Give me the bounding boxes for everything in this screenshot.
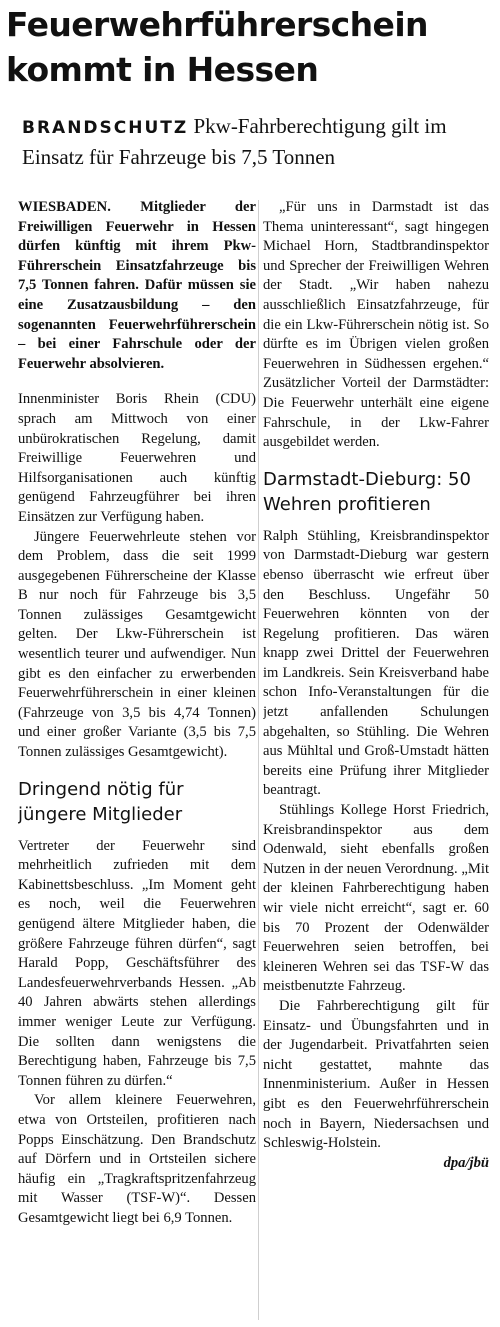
section-heading-1: Dringend nötig für jüngere Mitglieder <box>18 778 184 825</box>
headline-line-2: kommt in Hessen <box>6 50 319 89</box>
column-left <box>18 198 256 1323</box>
paragraph-8: Die Fahrberechtigung gilt für Einsatz- und Übungsfahrten und in der Jugendarbeit. Privatfahrten seien nicht gestattet, mahnte das Innenministerium. Außer in Hessen gibt es den Feuerwehrführerschein noch in Bayern, Niedersachsen und Schleswig-Holstein. <box>263 997 489 1152</box>
kicker: BRANDSCHUTZ <box>22 118 189 138</box>
paragraph-6: Ralph Stühling, Kreisbrandinspektor von Darmstadt-Dieburg war gestern ebenso überrascht wie erfreut über den Beschluss. Ungefähr 50 Feuerwehren könnten von der Regelung profitieren. Das wären knapp zwei Drittel der Feuerwehren im Landkreis. Sein Kreisverband habe schon Info-Veranstaltungen für die jetzt anfallenden Schulungen abgehalten, so Stühling. Die Wehren aus Mühltal und Groß-Umstadt hätten bereits eine Prüfung ihrer Mitglieder beantragt. <box>263 527 489 799</box>
lead-paragraph: WIESBADEN. Mitglieder der Freiwilligen Feuerwehr in Hessen dürfen künftig mit ihrem Pkw-Führerschein Einsatzfahrzeuge bis 7,5 Tonnen fahren. Dafür müssen sie eine Zusatzausbildung – den sogenannten Feuerwehrführerschein – bei einer Fahrschule oder der Feuerwehr absolvieren. <box>18 199 256 372</box>
column-divider <box>258 200 259 1320</box>
paragraph-1: Innenminister Boris Rhein (CDU) sprach am Mittwoch von einer unbürokratischen Regelung, damit Freiwillige Feuerwehren und Hilfsorganisationen auch künftig genügend Fahrzeugführer bei ihren Einsätzen zur Verfügung haben. <box>18 391 256 525</box>
paragraph-2: Jüngere Feuerwehrleute stehen vor dem Problem, dass die seit 1999 ausgegebenen Führerscheine der Klasse B nur noch für Fahrzeuge bis 3,5 Tonnen zulässiges Gesamtgewicht gelten. Der Lkw-Führerschein ist wesentlich teurer und aufwendiger. Nun gibt es den einfacher zu erwerbenden Feuerwehrführerschein in einer kleinen (Fahrzeuge von 3,5 bis 4,74 Tonnen) und einer großer Variante (3,5 bis 7,5 Tonnen zulässiges Gesamtgewicht). <box>18 528 256 761</box>
paragraph-3: Vertreter der Feuerwehr sind mehrheitlich zufrieden mit dem Kabinettsbeschluss. „Im Moment geht es noch, weil die Feuerwehren genügend ältere Mitglieder haben, die größere Fahrzeuge führen dürfen“, sagt Harald Popp, Geschäftsführer des Landesfeuerwehrverbands Hessen. „Ab 40 Jahren abwärts stehen allerdings immer weniger Leute zur Verfügung. Die sollten dann wenigstens die Berechtigung haben, Fahrzeuge bis 7,5 Tonnen führen zu dürfen.“ <box>18 837 256 1089</box>
column-right <box>263 198 489 1323</box>
section-heading-2: Darmstadt-Dieburg: 50 Wehren profitieren <box>263 468 471 515</box>
paragraph-7: Stühlings Kollege Horst Friedrich, Kreisbrandinspektor aus dem Odenwald, sieht ebenfalls großen Nutzen in der neuen Verordnung. „Mit der kleinen Fahrberechtigung haben wir viele nicht erreicht“, sagt er. 60 bis 70 Prozent der Odenwälder Feuerwehren seien betroffen, bei kleineren Wehren sei das TSF-W das meistbenutzte Fahrzeug. <box>263 802 489 995</box>
subheadline <box>22 112 492 172</box>
author-credit: dpa/jbü <box>443 1154 489 1171</box>
headline-line-1: Feuerwehrführerschein <box>6 5 428 44</box>
paragraph-5: „Für uns in Darmstadt ist das Thema uninteressant“, sagt hingegen Michael Horn, Stadtbrandinspektor und Sprecher der Freiwilligen Wehren der Stadt. „Wir haben nahezu ausschließlich Einsatzfahrzeuge, für die ein Lkw-Führerschein nötig ist. So dürfte es im Übrigen vielen großen Feuerwehren in Südhessen ergehen.“ Zusätzlicher Vorteil der Darmstädter: Die Feuerwehr unterhält eine eigene Fahrschule, in der Lkw-Fahrer ausgebildet werden. <box>263 199 489 451</box>
paragraph-4: Vor allem kleinere Feuerwehren, etwa von Ortsteilen, profitieren nach Popps Einschätzung. Den Brandschutz auf Dörfern und in Ortsteilen sichere häufig ein „Tragkraftspritzenfahrzeug mit Wasser (TSF-W)“. Dessen Gesamtgewicht liegt bei 6,9 Tonnen. <box>18 1092 256 1226</box>
headline <box>6 2 496 92</box>
subhead-text: Pkw-Fahrberechtigung gilt im Einsatz für Fahrzeuge bis 7,5 Tonnen <box>22 114 447 169</box>
